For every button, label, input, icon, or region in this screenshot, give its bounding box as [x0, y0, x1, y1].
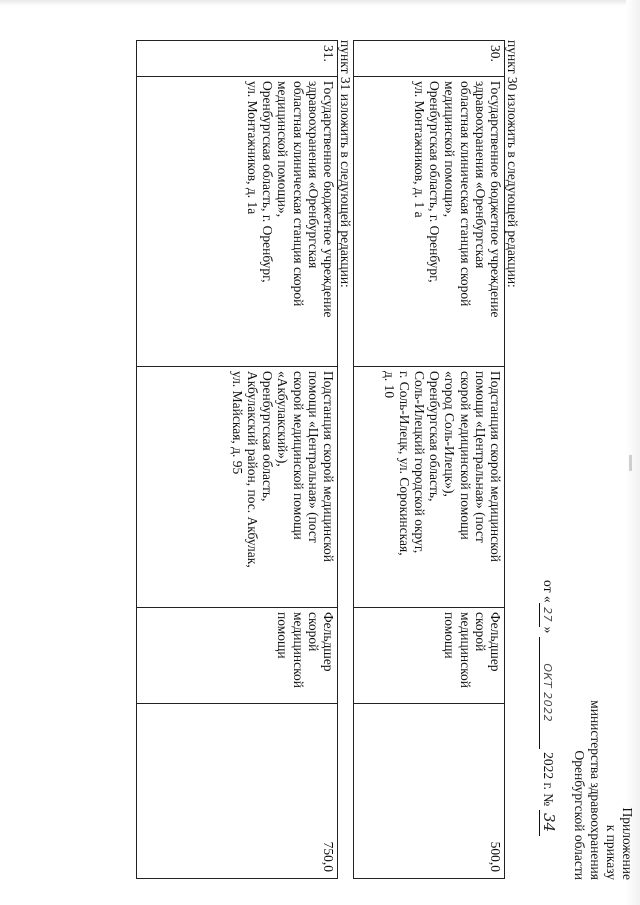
order-day-blank — [539, 603, 556, 627]
row-31-institution-line: Оренбургская область, г. Оренбург, — [260, 81, 276, 283]
row-30-substation-line: «город Соль-Илецк»), — [442, 371, 458, 497]
row-31-substation-line: ул. Майская, д. 95 — [229, 371, 245, 475]
row-30-institution-line: здравоохранения «Оренбургская — [472, 81, 488, 269]
order-number-blank — [539, 810, 558, 836]
row-31-institution-line: медицинской помощи», — [275, 81, 291, 218]
order-quote: » — [541, 626, 556, 634]
row-31-substation-line: скорой медицинской помощи — [290, 371, 306, 540]
row-30-position — [354, 608, 504, 704]
row-30-institution-line: Государственное бюджетное учреждение — [488, 81, 503, 318]
row-30-institution-line: ул. Монтажников, д. 1 а — [411, 81, 427, 218]
row-30-substation-line: г. Соль-Илецк, ул. Сорокинская, — [396, 371, 412, 556]
row-30-substation-line: помощи «Центральная» (пост — [472, 371, 488, 543]
document-header — [571, 560, 635, 880]
order-day-handwritten: 27 — [541, 607, 554, 623]
row-31-position-line: Фельдшер — [321, 612, 336, 672]
order-year: 2022 г. № — [541, 752, 556, 807]
row-31-position — [137, 608, 337, 704]
row-30-position-line: помощи — [442, 612, 458, 659]
header-line-order: к приказу — [604, 824, 619, 880]
row-31-substation-line: помощи «Центральная» (пост — [305, 371, 321, 543]
row-31-number: 31. — [137, 41, 337, 77]
row-30-substation — [354, 367, 504, 608]
header-line-ministry: министерства здравоохранения — [588, 700, 603, 880]
order-prefix: от « — [541, 580, 556, 603]
row-30-value: 500,0 — [488, 841, 503, 872]
row-31-substation-line: Оренбургская область, — [260, 371, 276, 502]
table-row-31 — [136, 40, 338, 879]
header-line-appendix: Приложение — [620, 807, 635, 880]
row-31-institution — [137, 77, 337, 367]
row-31-substation — [137, 367, 337, 608]
row-30-institution-line: Оренбургская область, г. Оренбург, — [427, 81, 443, 283]
row-31-value: 750,0 — [321, 841, 336, 872]
row-30-institution-line: областная клиническая станция скорой — [457, 81, 473, 307]
paragraph-31-heading: пункт 31 изложить в следующей редакции: — [338, 40, 353, 288]
order-date-line — [539, 580, 558, 880]
row-30-position-line: медицинской — [457, 612, 473, 688]
row-30-position-line: Фельдшер — [488, 612, 503, 672]
row-31-substation-line: «Акбулакский»), — [275, 371, 291, 467]
row-31-institution-line: Государственное бюджетное учреждение — [321, 81, 336, 318]
row-30-substation-line: Соль-Илецкий городской округ, — [411, 371, 427, 554]
order-month-blank — [539, 637, 556, 749]
paragraph-30-heading: пункт 30 изложить в следующей редакции: — [505, 40, 520, 288]
order-number-handwritten: 34 — [540, 812, 558, 833]
row-31-position-line: помощи — [275, 612, 291, 659]
row-31-substation-line: Подстанция скорой медицинской — [321, 371, 336, 562]
row-30-substation-line: Оренбургская область, — [427, 371, 443, 502]
row-31-position-line: медицинской — [290, 612, 306, 688]
row-30-institution — [354, 77, 504, 367]
row-31-substation-line: Акбулакский район, пос. Акбулак, — [244, 371, 260, 568]
row-31-position-line: скорой — [305, 612, 321, 652]
row-31-institution-line: здравоохранения «Оренбургская — [305, 81, 321, 269]
row-30-number: 30. — [354, 41, 504, 77]
order-month-stamp: ОКТ 2022 — [541, 663, 554, 723]
header-line-region: Оренбургской области — [572, 750, 587, 880]
row-30-substation-line: Подстанция скорой медицинской — [488, 371, 503, 562]
row-30-substation-line: д. 10 — [381, 371, 397, 399]
row-30-institution-line: медицинской помощи», — [442, 81, 458, 218]
row-30-substation-line: скорой медицинской помощи — [457, 371, 473, 540]
row-30-position-line: скорой — [472, 612, 488, 652]
table-row-30 — [353, 40, 505, 879]
row-31-institution-line: ул. Монтажников, д. 1а — [244, 81, 260, 215]
row-31-institution-line: областная клиническая станция скорой — [290, 81, 306, 307]
